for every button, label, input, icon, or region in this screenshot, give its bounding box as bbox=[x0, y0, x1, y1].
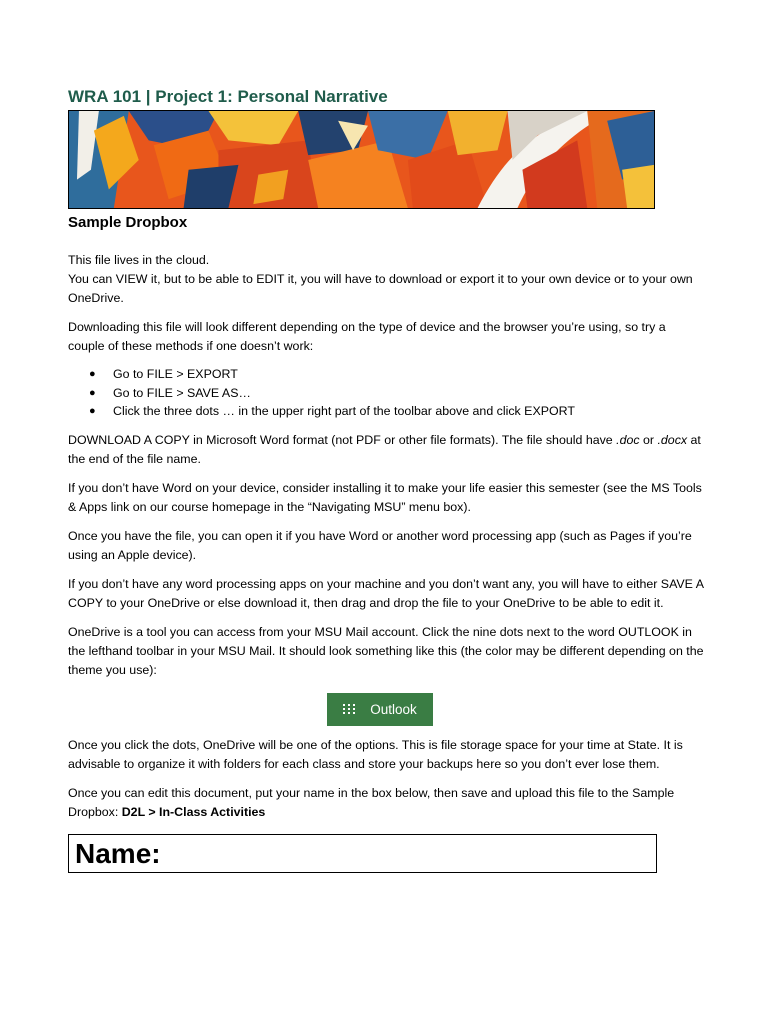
copy-text-end: at the end of the file name. bbox=[68, 432, 701, 466]
bullet-icon: ● bbox=[89, 368, 96, 380]
document-title: WRA 101 | Project 1: Personal Narrative bbox=[68, 87, 388, 106]
outlook-label: Outlook bbox=[370, 701, 417, 717]
list-item-text: Click the three dots … in the upper right part of the toolbar above and click EXPORT bbox=[113, 404, 575, 418]
bullet-icon: ● bbox=[89, 405, 96, 417]
copy-paragraph bbox=[68, 431, 704, 469]
doc-extension: .doc bbox=[616, 432, 640, 447]
edit-text: Once you can edit this document, put your name in the box below, then save and upload this file to the Sample Dropbox: bbox=[68, 785, 675, 819]
open-paragraph: Once you have the file, you can open it if you have Word or another word processing app (such as Pages if you’re using an Apple device). bbox=[68, 528, 692, 562]
copy-text: DOWNLOAD A COPY in Microsoft Word format (not PDF or other file formats). The file should have bbox=[68, 432, 617, 447]
onedrive-paragraph: OneDrive is a tool you can access from your MSU Mail account. Click the nine dots next to the word OUTLOOK in the lefthand toolbar in your MSU Mail. It should look something like this (the color may be different depending on the theme you use): bbox=[68, 624, 704, 677]
name-field-box[interactable] bbox=[68, 834, 657, 873]
name-label: Name: bbox=[75, 837, 161, 869]
list-item-text: Go to FILE > SAVE AS… bbox=[113, 385, 251, 400]
list-item bbox=[89, 402, 704, 421]
edit-paragraph bbox=[68, 784, 704, 822]
section-heading: Sample Dropbox bbox=[68, 214, 188, 231]
dropbox-path: D2L > In-Class Activities bbox=[121, 804, 266, 819]
list-item bbox=[89, 384, 704, 403]
bullet-icon: ● bbox=[89, 386, 96, 399]
intro-line-1: This file lives in the cloud. bbox=[68, 253, 210, 267]
after-click-paragraph: Once you click the dots, OneDrive will be one of the options. This is file storage space for your time at State. It is advisable to organize it with folders for each class and store your backups here so you don’t ever lose them. bbox=[68, 737, 683, 771]
docx-extension: .docx bbox=[657, 432, 688, 447]
download-paragraph: Downloading this file will look different depending on the type of device and the browser you’re using, so try a couple of these methods if one doesn’t work: bbox=[68, 320, 666, 353]
abstract-painting-banner bbox=[68, 110, 655, 209]
method-list bbox=[68, 365, 704, 421]
copy-text-or: or bbox=[639, 432, 658, 447]
nine-dots-icon bbox=[343, 704, 356, 714]
outlook-button-image bbox=[327, 693, 433, 726]
word-paragraph: If you don’t have Word on your device, consider installing it to make your life easier this semester (see the MS Tools & Apps link on our course homepage in the “Navigating MSU” menu box). bbox=[68, 480, 702, 514]
list-item-text: Go to FILE > EXPORT bbox=[113, 367, 238, 381]
list-item bbox=[89, 365, 704, 384]
intro-line-2: You can VIEW it, but to be able to EDIT it, you will have to download or export it to your own device or to your own OneDrive. bbox=[68, 272, 693, 305]
no-app-paragraph: If you don’t have any word processing apps on your machine and you don’t want any, you will have to either SAVE A COPY to your OneDrive or else download it, then drag and drop the file to your OneDrive to be able to edit it. bbox=[68, 576, 704, 610]
document-page bbox=[68, 86, 704, 873]
outlook-image-wrapper bbox=[56, 693, 704, 726]
